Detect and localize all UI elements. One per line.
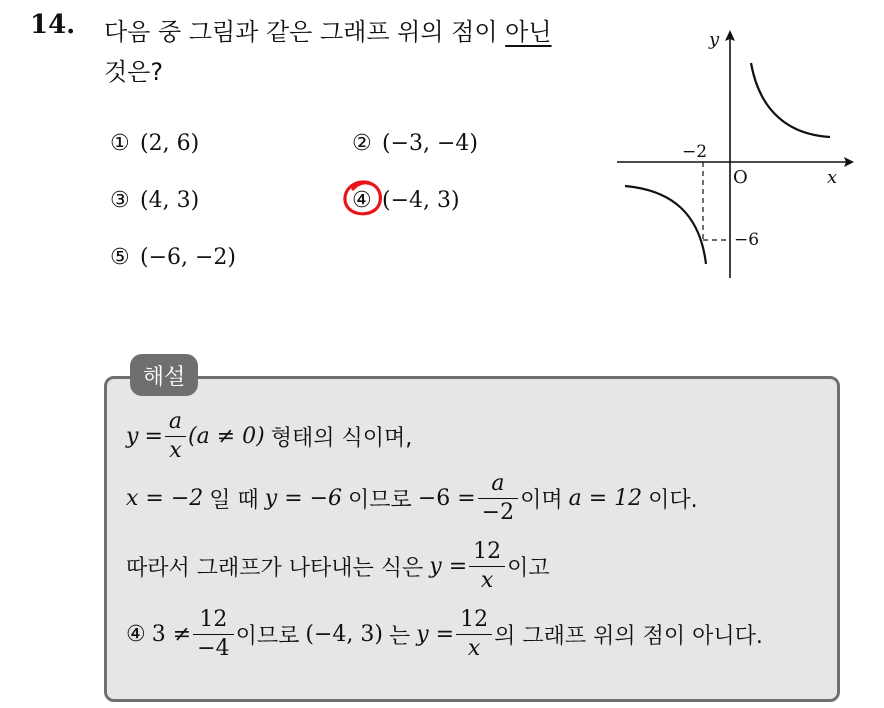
math-text: a = 12 [568,486,643,512]
solution-text: 이므로 [235,624,300,650]
question-text-line2: 것은? [104,58,164,86]
y-tick-label: −6 [734,230,760,250]
choice-number: ④ [352,188,372,213]
hyperbola-branch-right [751,63,830,137]
solution-tag: 해설 [130,354,198,396]
math-text: y = [416,622,455,648]
choice-number: ② [352,131,372,156]
solution-text: 형태의 식이며, [270,426,413,452]
choice-1[interactable] [110,131,199,156]
choice-2[interactable] [352,131,478,156]
fraction-numerator: 12 [460,607,489,632]
choice-reference: ④ [126,622,146,648]
fraction [195,608,231,661]
fraction-denominator: −4 [197,636,230,662]
choice-value: (−3, −4) [382,131,479,156]
solution-text: 이고 [507,556,550,582]
question-underlined-word: 아닌 [505,18,552,46]
fraction [480,472,516,525]
solution-text: 이므로 [348,488,412,514]
answer-circle-mark [338,176,388,220]
hyperbola-graph [612,24,862,284]
solution-text: 따라서 그래프가 나타내는 식은 [126,556,424,582]
math-text: y = [429,554,468,580]
math-text: (−4, 3) [305,622,383,648]
solution-line-1 [126,410,412,463]
question-number: 14. [30,10,76,40]
solution-line-2 [126,472,698,525]
solution-text: 는 [388,624,411,650]
question-text-line1 [104,12,552,47]
fraction [167,410,184,463]
math-text: y = −6 [264,486,343,512]
fraction-numerator: 12 [199,607,228,632]
choice-value: (−4, 3) [382,188,460,213]
question-text: 다음 중 그림과 같은 그래프 위의 점이 [104,18,506,46]
fraction [458,608,490,661]
fraction-denominator: −2 [481,500,515,526]
math-text: (a ≠ 0) [188,424,265,450]
fraction-numerator: 12 [473,539,502,564]
math-text: y [126,424,139,450]
choice-number: ① [110,131,130,156]
solution-line-4 [126,608,763,661]
fraction-denominator: x [467,636,481,662]
y-axis-label: y [709,29,720,50]
solution-text: 이다. [648,488,698,514]
x-axis-label: x [827,167,838,188]
solution-line-3 [126,540,550,593]
fraction [471,540,503,593]
choice-number: ③ [110,188,130,213]
math-text: 3 ≠ [151,622,192,648]
fraction-numerator: a [168,409,182,434]
math-text: x = −2 [126,486,204,512]
x-tick-label: −2 [682,142,708,162]
solution-text: 의 그래프 위의 점이 아니다. [494,624,763,650]
choice-value: (4, 3) [140,188,200,213]
math-text: = [144,424,163,450]
math-text: −6 = [417,486,476,512]
solution-text: 일 때 [209,488,259,514]
solution-text: 이며 [520,488,563,514]
choice-value: (−6, −2) [140,245,237,270]
choice-3[interactable] [110,188,199,213]
choice-value: (2, 6) [140,131,200,156]
choice-5[interactable] [110,245,236,270]
hyperbola-branch-left [625,186,706,264]
fraction-denominator: x [480,568,494,594]
fraction-numerator: a [491,471,505,496]
choice-number: ⑤ [110,245,130,270]
fraction-denominator: x [169,438,182,464]
origin-label: O [733,167,748,188]
